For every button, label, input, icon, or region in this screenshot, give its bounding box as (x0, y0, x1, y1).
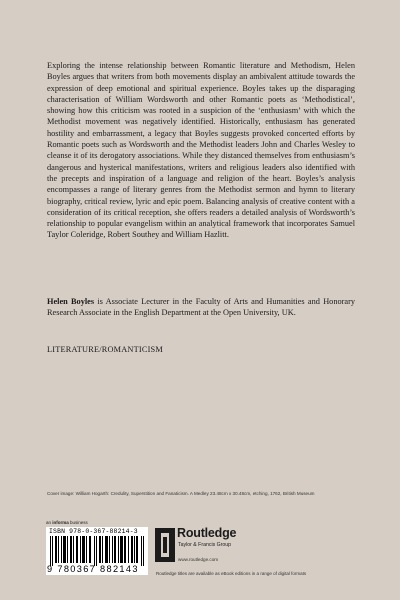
publisher-group: Taylor & Francis Group (178, 542, 232, 548)
informa-suffix: business (68, 520, 88, 525)
author-bio (47, 296, 355, 319)
cover-image-caption: Cover image: William Hogarth: Credulity, Superstition and Fanaticism. A Medley 23.48cm x 30.48cm, etching, 1762, British Museum (47, 491, 315, 496)
isbn-text: ISBN 978-0-367-88214-3 (49, 528, 138, 535)
author-bio-text: is Associate Lecturer in the Faculty of Arts and Humanities and Honorary Research Associate in the English Department at the Open University, UK. (47, 297, 355, 318)
routledge-logo-icon (155, 528, 175, 562)
publisher-name: Routledge (177, 526, 237, 540)
publisher-url: www.routledge.com (178, 557, 219, 562)
barcode (46, 527, 148, 575)
description-paragraph: Exploring the intense relationship between Romantic literature and Methodism, Helen Boyles argues that writers from both movements display an ambivalent attitude towards the expression of deep emotional and spiritual experience. Boyles takes up the disparaging characterisation of William Wordsworth and other Romantic poets as ‘Methodistical’, showing how this criticism was rooted in a suspicion of the ‘enthusiasm’ with which the Methodist movement was negatively identified. Historically, enthusiasm has generated hostility and embarrassment, a legacy that Boyles suggests provoked concerted efforts by Romantic poets such as Wordsworth and the Methodist leaders John and Charles Wesley to cleanse it of its derogatory associations. While they distanced themselves from enthusiasm’s dangerous and hysterical manifestations, writers and religious leaders also identified with the precepts and inspiration of a language and religion of the heart. Boyles’s analysis encompasses a range of literary genres from the Methodist sermon and hymn to literary biography, critical review, lyric and epic poem. Balancing analysis of creative content with a consideration of its critical reception, she offers readers a detailed analysis of Wordsworth’s relationship to popular evangelism within an analytical framework that incorporates Samuel Taylor Coleridge, Robert Southey and William Hazlitt. (47, 61, 355, 240)
book-description (47, 60, 355, 241)
informa-prefix: an (46, 520, 53, 525)
barcode-digits: 9 780367 882143 (47, 564, 139, 574)
subject-category: LITERATURE/ROMANTICISM (47, 345, 163, 354)
informa-brand: informa (52, 520, 69, 525)
ebook-note: Routledge titles are available as eBook editions in a range of digital formats (156, 571, 307, 576)
informa-line (46, 520, 88, 525)
author-name: Helen Boyles (47, 297, 95, 306)
barcode-bars (50, 536, 144, 566)
